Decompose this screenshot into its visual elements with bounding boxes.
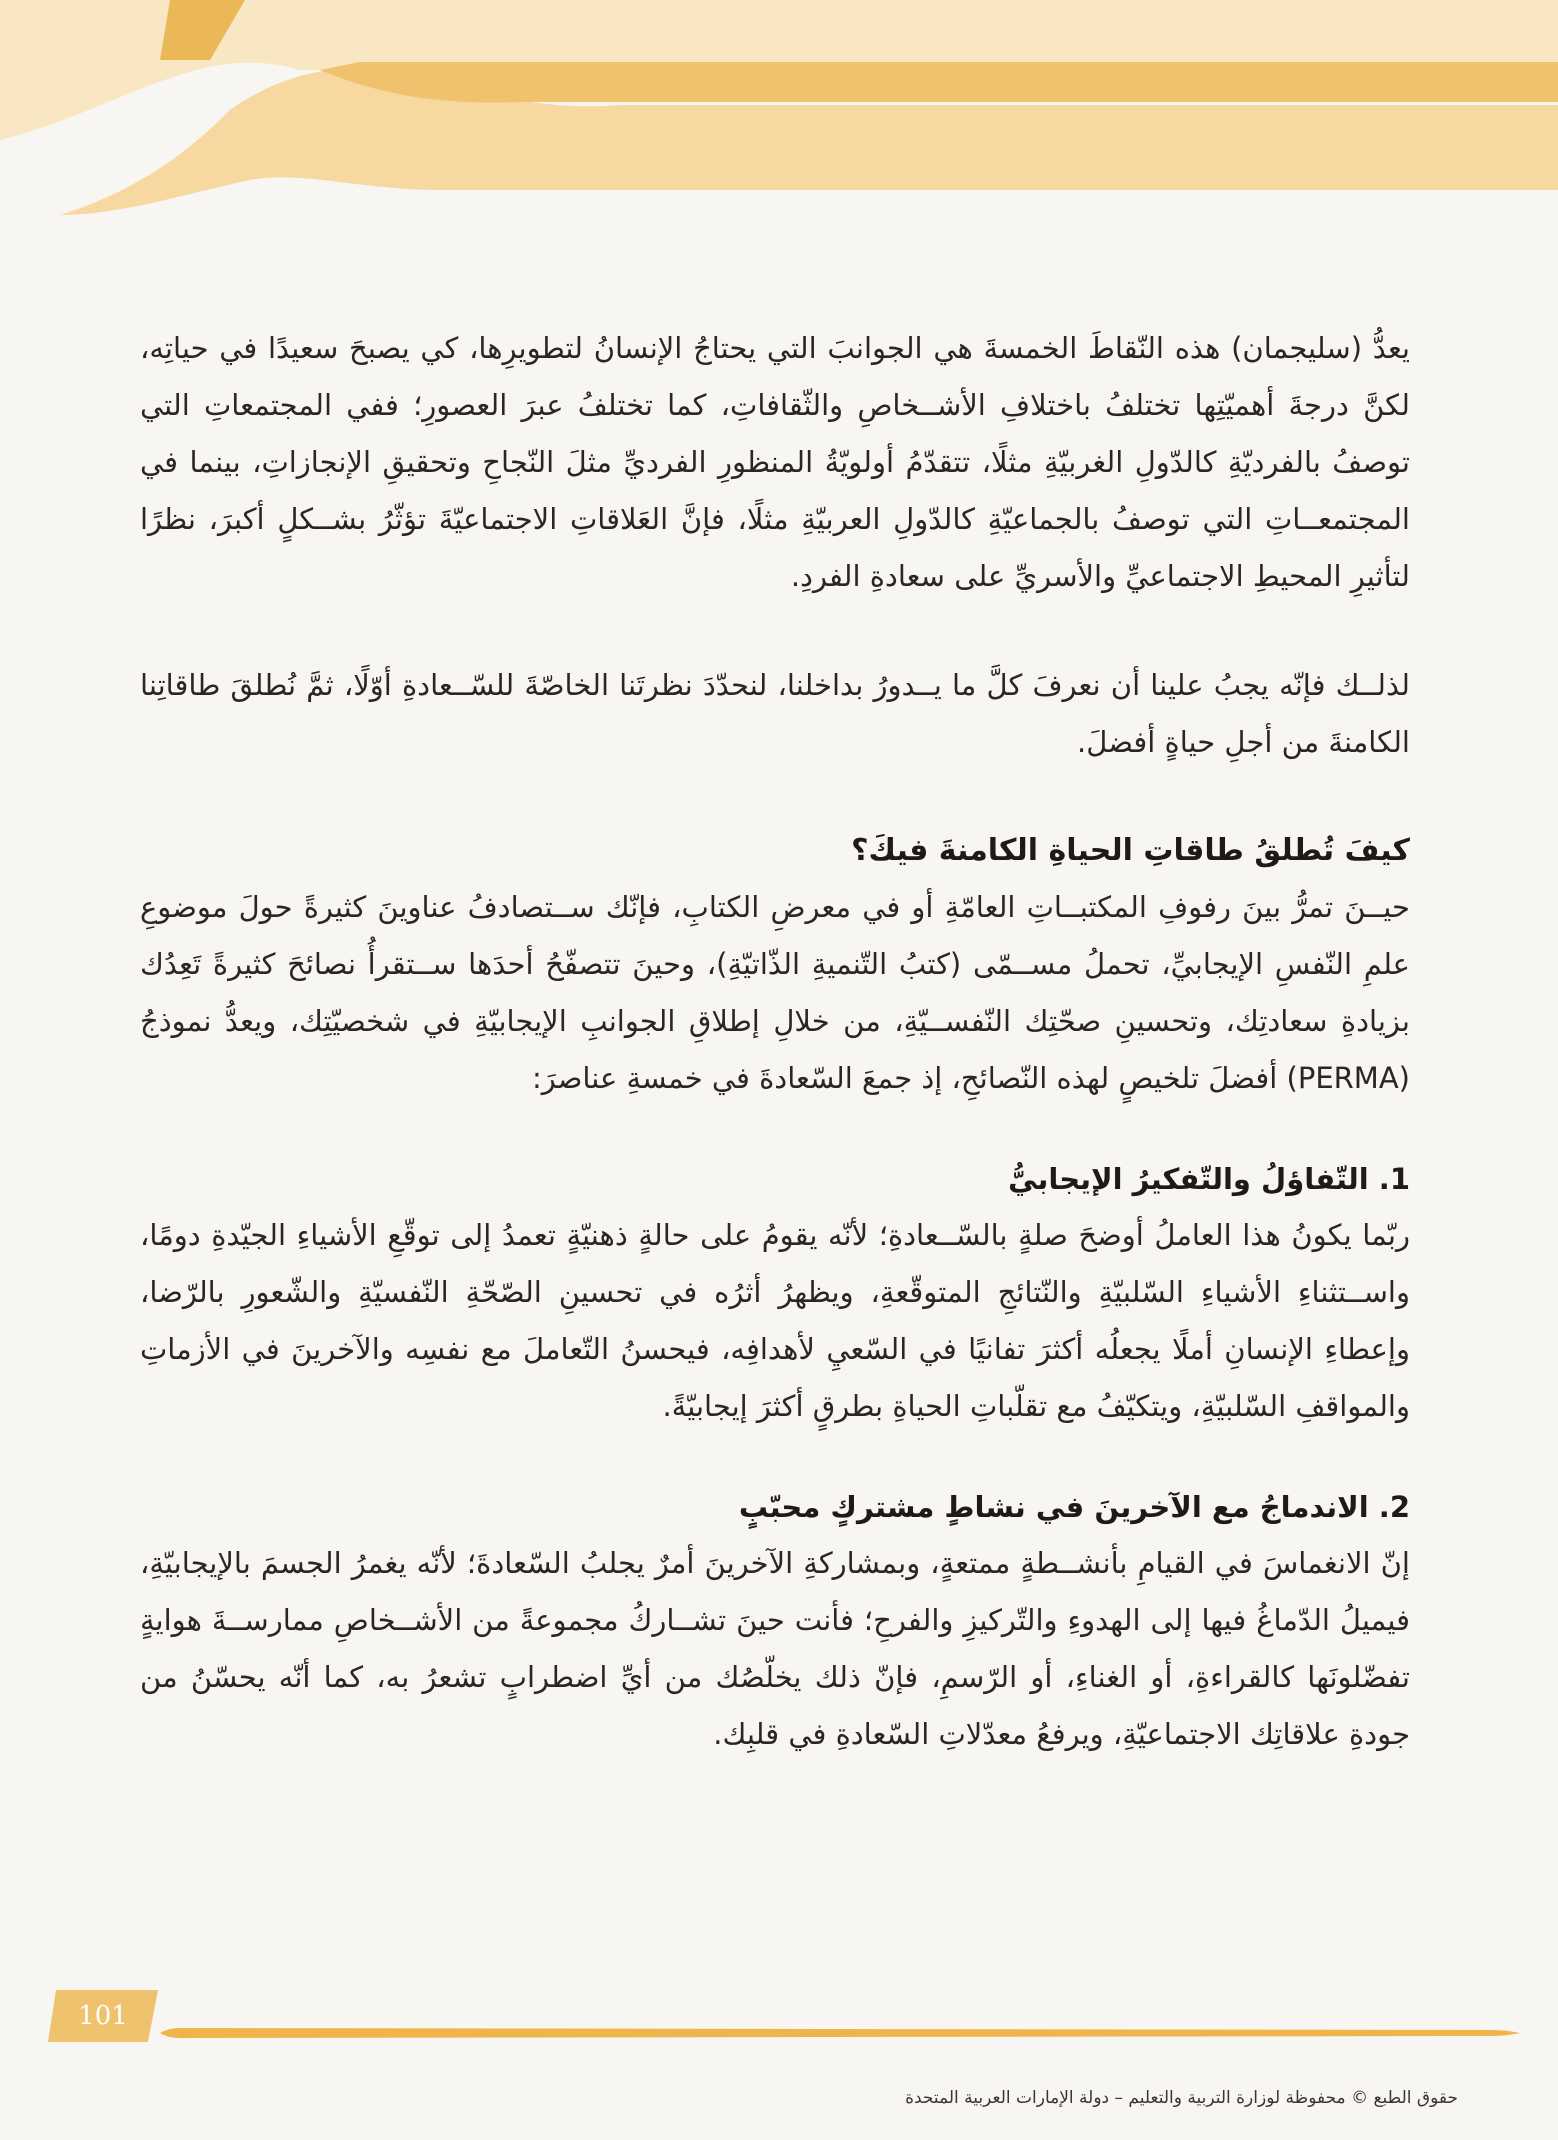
top-decorative-band <box>0 0 1558 230</box>
item-heading <box>140 1151 1410 1207</box>
footer-rule <box>160 2025 1520 2041</box>
band-dark-ribbon <box>320 62 1558 103</box>
item-body: ربّما يكونُ هذا العاملُ أوضحَ صلةٍ بالسّــعادةِ؛ لأنّه يقومُ على حالةٍ ذهنيّةٍ تعمدُ إلى توقّعِ الأشياءِ الجيّدةِ دومًا، واســتثناءِ الأشياءِ السّلبيّةِ والنّتائجِ المتوقّعةِ، ويظهرُ أثرُه في تحسينِ الصّحّةِ النّفسيّةِ والشّعورِ بالرّضا، وإعطاءِ الإنسانِ أملًا يجعلُه أكثرَ تفانيًا في السّعيِ لأهدافِه، فيحسنُ التّعاملَ مع نفسِه والآخرينَ في الأزماتِ والمواقفِ السّلبيّةِ، ويتكيّفُ مع تقلّباتِ الحياةِ بطرقٍ أكثرَ إيجابيّةً. <box>140 1218 1410 1423</box>
copyright-footer: حقوق الطبع © محفوظة لوزارة التربية والتعليم – دولة الإمارات العربية المتحدة <box>905 2088 1458 2108</box>
item-number: 2. <box>1378 1490 1410 1524</box>
section-intro-paragraph: حيــنَ تمرُّ بينَ رفوفِ المكتبــاتِ العامّةِ أو في معرضِ الكتابِ، فإنّك ســتصادفُ عناوينَ كثيرةً حولَ موضوعِ علمِ النّفسِ الإيجابيِّ، تحملُ مســمّى (كتبُ التّنميةِ الذّاتيّةِ)، وحينَ تتصفّحُ أحدَها ســتقرأُ نصائحَ كثيرةً تَعِدُك بزيادةِ سعادتِك، وتحسينِ صحّتِك النّفســيّةِ، من خلالِ إطلاقِ الجوانبِ الإيجابيّةِ في شخصيّتِك، ويعدُّ نموذجُ (PERMA) أفضلَ تلخيصٍ لهذه النّصائحِ، إذ جمعَ السّعادةَ في خمسةِ عناصرَ: <box>140 890 1410 1095</box>
list-item <box>140 1479 1410 1763</box>
main-content <box>140 320 1410 1763</box>
intro-paragraph: يعدُّ (سليجمان) هذه النّقاطَ الخمسةَ هي الجوانبَ التي يحتاجُ الإنسانُ لتطويرِها، كي يصبحَ سعيدًا في حياتِه، لكنَّ درجةَ أهميّتِها تختلفُ باختلافِ الأشــخاصِ والثّقافاتِ، كما تختلفُ عبرَ العصورِ؛ ففي المجتمعاتِ التي توصفُ بالفرديّةِ كالدّولِ الغربيّةِ مثلًا، تتقدّمُ أولويّةُ المنظورِ الفرديِّ مثلَ النّجاحِ وتحقيقِ الإنجازاتِ، بينما في المجتمعــاتِ التي توصفُ بالجماعيّةِ كالدّولِ العربيّةِ مثلًا، فإنَّ العَلاقاتِ الاجتماعيّةَ تؤثّرُ بشــكلٍ أكبرَ، نظرًا لتأثيرِ المحيطِ الاجتماعيِّ والأسريِّ على سعادةِ الفردِ. <box>140 331 1410 593</box>
list-item <box>140 1151 1410 1435</box>
item-number: 1. <box>1378 1162 1410 1196</box>
item-title: التّفاؤلُ والتّفكيرُ الإيجابيُّ <box>1008 1162 1369 1196</box>
item-body: إنّ الانغماسَ في القيامِ بأنشــطةٍ ممتعةٍ، وبمشاركةِ الآخرينَ أمرٌ يجلبُ السّعادةَ؛ لأنّه يغمرُ الجسمَ بالإيجابيّةِ، فيميلُ الدّماغُ فيها إلى الهدوءِ والتّركيزِ والفرحِ؛ فأنت حينَ تشــاركُ مجموعةً من الأشــخاصِ ممارســةَ هوايةٍ تفضّلونَها كالقراءةِ، أو الغناءِ، أو الرّسمِ، فإنّ ذلك يخلّصُك من أيِّ اضطرابٍ تشعرُ به، كما أنّه يحسّنُ من جودةِ علاقاتِك الاجتماعيّةِ، ويرفعُ معدّلاتِ السّعادةِ في قلبِك. <box>140 1546 1410 1751</box>
item-heading <box>140 1479 1410 1535</box>
page-number-tab <box>48 1990 158 2042</box>
page-number: 101 <box>78 2001 128 2031</box>
item-title: الاندماجُ مع الآخرينَ في نشاطٍ مشتركٍ محبّبٍ <box>738 1490 1369 1524</box>
section-heading: كيفَ تُطلقُ طاقاتِ الحياةِ الكامنةَ فيكَ؟ <box>851 833 1410 868</box>
second-paragraph: لذلــك فإنّه يجبُ علينا أن نعرفَ كلَّ ما يــدورُ بداخلنا، لنحدّدَ نظرتَنا الخاصّةَ للسّــعادةِ أوّلًا، ثمَّ نُطلقَ طاقاتِنا الكامنةَ من أجلِ حياةٍ أفضلَ. <box>140 668 1410 759</box>
